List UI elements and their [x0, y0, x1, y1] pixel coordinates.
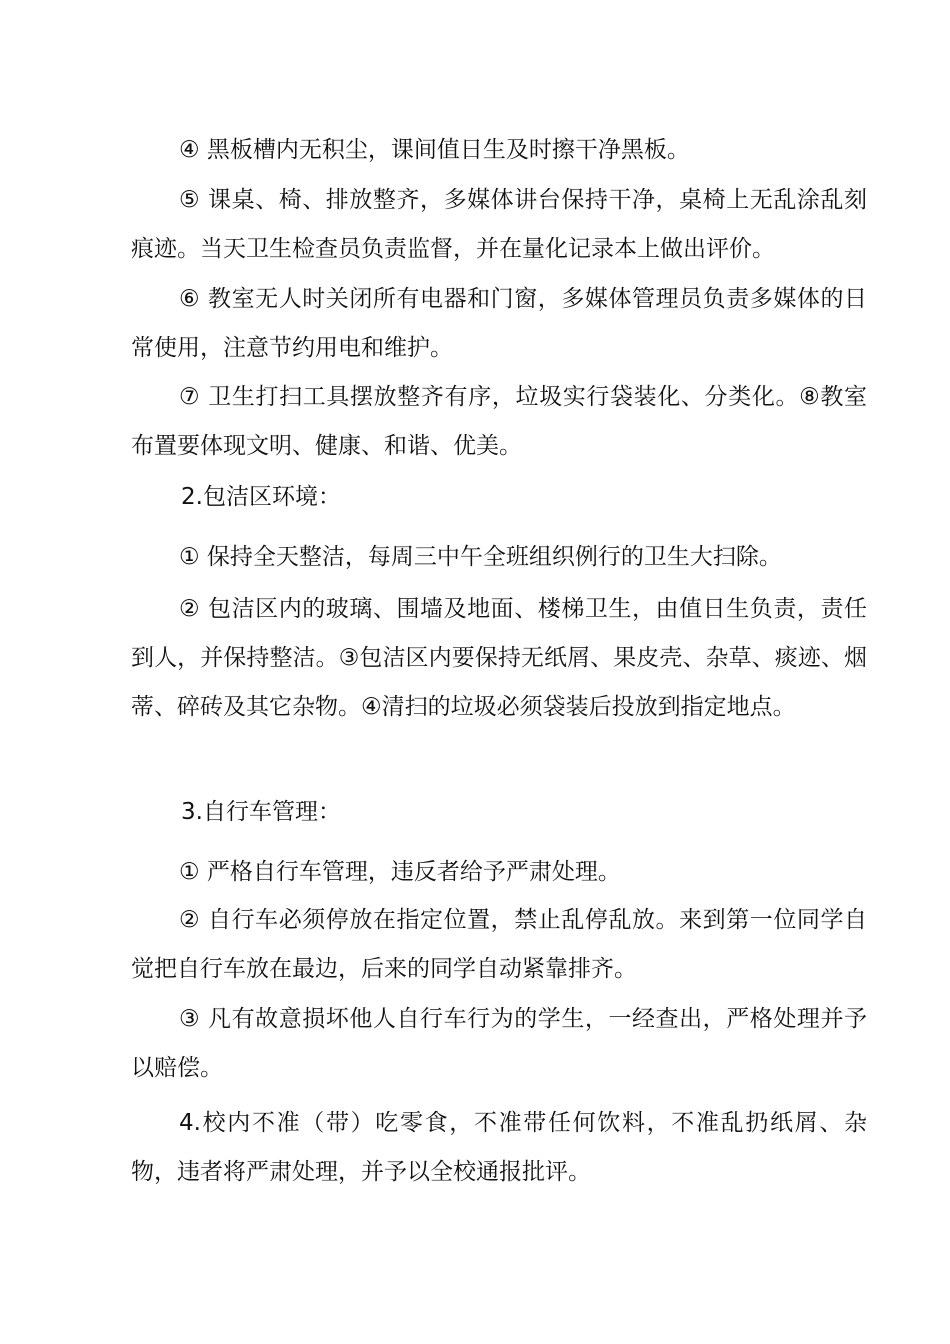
paragraph-tools: ⑦ 卫生打扫工具摆放整齐有序，垃圾实行袋装化、分类化。⑧教室布置要体现文明、健康、和谐、优美。 [131, 384, 867, 459]
paragraph-snacks: 4.校内不准（带）吃零食，不准带任何饮料，不准乱扔纸屑、杂物，违者将严肃处理，并予以全校通报批评。 [131, 1110, 867, 1185]
paragraph-area-responsibility: ② 包洁区内的玻璃、围墙及地面、楼梯卫生，由值日生负责，责任到人，并保持整洁。③包洁区内要保持无纸屑、果皮壳、杂草、痰迹、烟蒂、碎砖及其它杂物。④清扫的垃圾必须袋装后投放到指定地点。 [131, 596, 867, 720]
paragraph-bicycle-parking: ② 自行车必须停放在指定位置，禁止乱停乱放。来到第一位同学自觉把自行车放在最边，后来的同学自动紧靠排齐。 [131, 907, 867, 982]
section-heading-cleaning-area: 2.包洁区环境： [181, 484, 341, 510]
section-heading-bicycle: 3.自行车管理： [181, 799, 341, 825]
paragraph-weekly-cleaning: ① 保持全天整洁，每周三中午全班组织例行的卫生大扫除。 [179, 544, 782, 570]
paragraph-blackboard: ④ 黑板槽内无积尘，课间值日生及时擦干净黑板。 [179, 137, 690, 163]
paragraph-bicycle-damage: ③ 凡有故意损坏他人自行车行为的学生，一经查出，严格处理并予以赔偿。 [131, 1006, 867, 1081]
paragraph-desks: ⑤ 课桌、椅、排放整齐，多媒体讲台保持干净，桌椅上无乱涂乱刻痕迹。当天卫生检查员负责监督，并在量化记录本上做出评价。 [131, 187, 867, 262]
paragraph-electrical: ⑥ 教室无人时关闭所有电器和门窗，多媒体管理员负责多媒体的日常使用，注意节约用电和维护。 [131, 286, 867, 361]
paragraph-bicycle-rules: ① 严格自行车管理，违反者给予严肃处理。 [179, 859, 621, 885]
